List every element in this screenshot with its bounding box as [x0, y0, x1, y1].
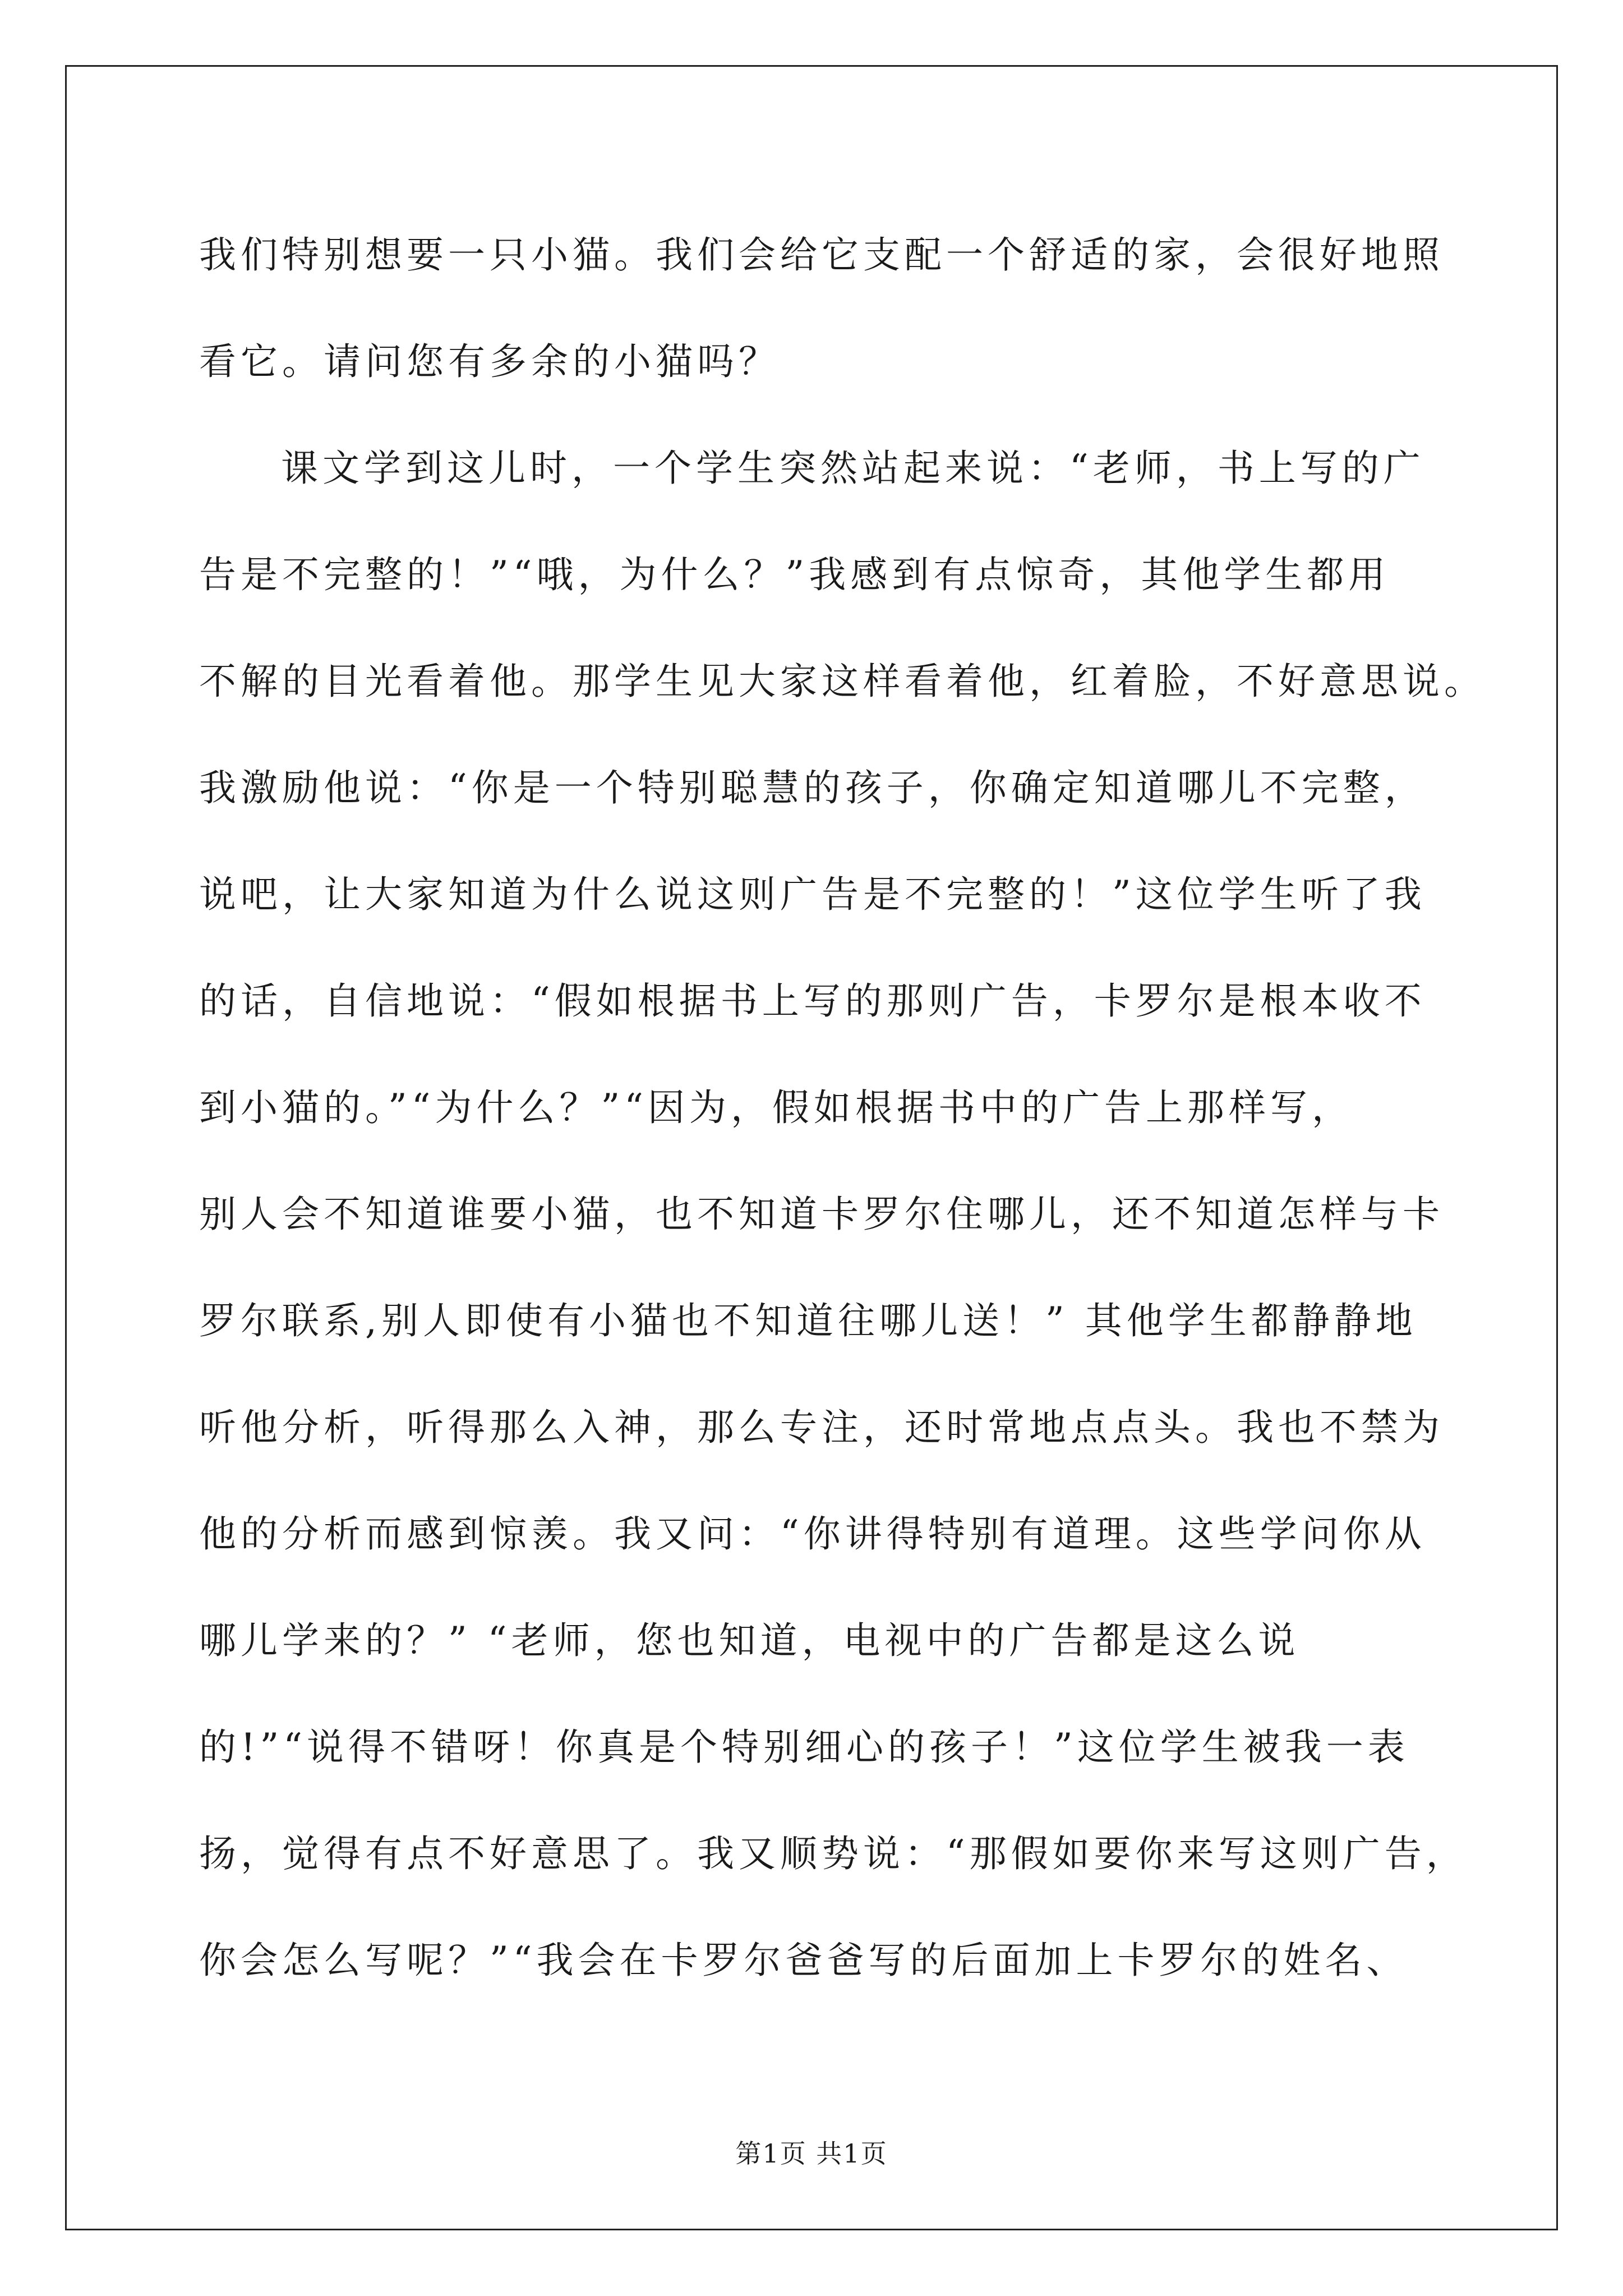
text-line-2: 看它。请问您有多余的小猫吗？	[199, 340, 780, 383]
text-line-11: 罗尔联系,别人即使有小猫也不知道往哪儿送！” 其他学生都静静地	[199, 1299, 1417, 1342]
text-line-5: 不解的目光看着他。那学生见大家这样看着他，红着脸，不好意思说。	[199, 660, 1486, 703]
text-line-13: 他的分析而感到惊羡。我又问：“你讲得特别有道理。这些学问你从	[199, 1512, 1426, 1556]
text-line-8: 的话，自信地说：“假如根据书上写的那则广告，卡罗尔是根本收不	[199, 979, 1426, 1023]
text-line-14: 哪儿学来的？” “老师，您也知道，电视中的广告都是这么说	[199, 1619, 1300, 1662]
text-line-16: 扬，觉得有点不好意思了。我又顺势说：“那假如要你来写这则广告，	[199, 1832, 1468, 1875]
text-line-12: 听他分析，听得那么入神，那么专注，还时常地点点头。我也不禁为	[199, 1406, 1444, 1449]
text-line-1: 我们特别想要一只小猫。我们会给它支配一个舒适的家，会很好地照	[199, 233, 1444, 277]
text-line-17: 你会怎么写呢？”“我会在卡罗尔爸爸写的后面加上卡罗尔的姓名、	[199, 1939, 1408, 1982]
text-line-10: 别人会不知道谁要小猫，也不知道卡罗尔住哪儿，还不知道怎样与卡	[199, 1193, 1444, 1236]
page-footer: 第1页 共1页	[735, 2138, 888, 2169]
text-line-15: 的!”“说得不错呀！你真是个特别细心的孩子！”这位学生被我一表	[199, 1726, 1409, 1769]
text-line-7: 说吧，让大家知道为什么说这则广告是不完整的！”这位学生听了我	[199, 873, 1426, 916]
text-line-3: 课文学到这儿时，一个学生突然站起来说：“老师，书上写的广	[281, 447, 1425, 490]
text-line-4: 告是不完整的！”“哦，为什么？”我感到有点惊奇，其他学生都用	[199, 553, 1390, 596]
document-body	[199, 202, 1486, 2014]
text-line-6: 我激励他说：“你是一个特别聪慧的孩子，你确定知道哪儿不完整，	[199, 766, 1426, 809]
text-line-9: 到小猫的。”“为什么？”“因为，假如根据书中的广告上那样写，	[199, 1086, 1353, 1129]
